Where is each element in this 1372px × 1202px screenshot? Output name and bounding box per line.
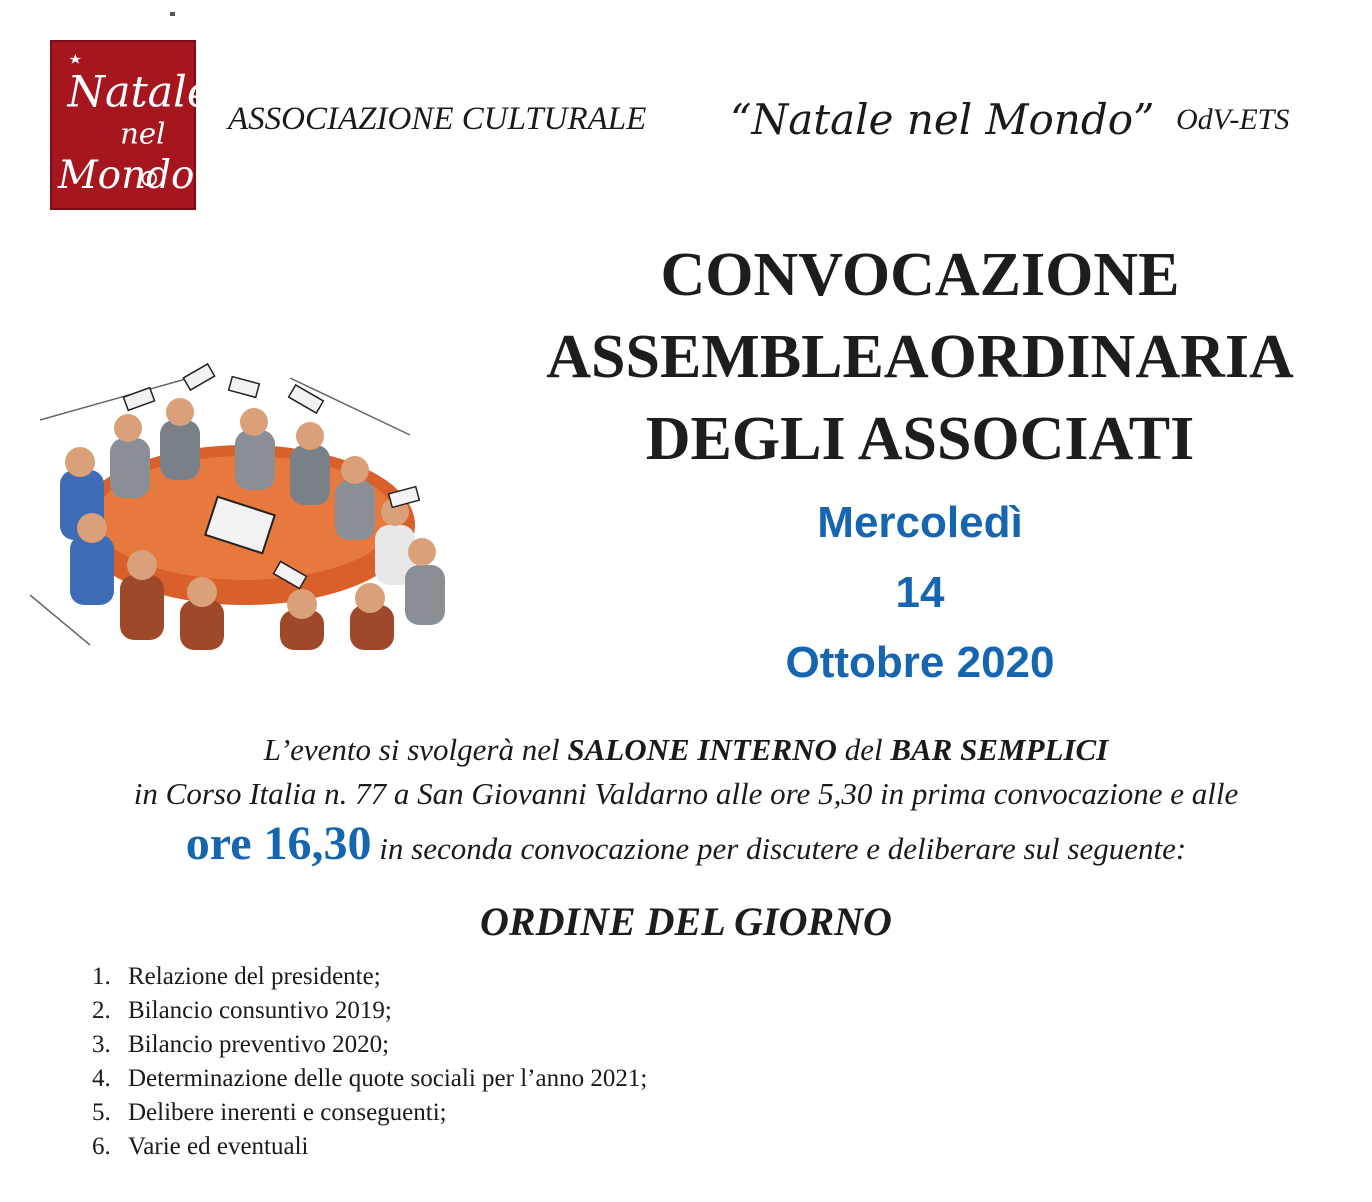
association-suffix: OdV-ETS <box>1176 103 1290 136</box>
association-logo <box>50 40 213 210</box>
logo-text-nel: nel <box>120 116 166 151</box>
title-line-1: CONVOCAZIONE <box>660 241 1180 309</box>
item-number: 5. <box>92 1099 111 1126</box>
item-number: 6. <box>92 1133 111 1160</box>
event-line-1 <box>0 728 1372 772</box>
item-text: Delibere inerenti e conseguenti; <box>128 1099 447 1126</box>
item-text: Determinazione delle quote sociali per l’anno 2021; <box>128 1065 648 1092</box>
item-text: Relazione del presidente; <box>128 963 381 990</box>
logo-graphic <box>52 42 213 208</box>
association-label: ASSOCIAZIONE CULTURALE <box>228 101 647 137</box>
agenda-title: ORDINE DEL GIORNO <box>480 899 892 944</box>
scan-mark <box>170 12 175 16</box>
list-item <box>92 994 647 1028</box>
item-number: 3. <box>92 1031 111 1058</box>
association-header <box>228 95 1338 145</box>
date-month-year: Ottobre 2020 <box>785 638 1055 687</box>
item-number: 4. <box>92 1065 111 1092</box>
list-item <box>92 1062 647 1096</box>
event-line-2: in Corso Italia n. 77 a San Giovanni Valdarno alle ore 5,30 in prima convocazione e alle <box>133 776 1239 811</box>
item-number: 1. <box>92 963 111 990</box>
item-text: Bilancio consuntivo 2019; <box>128 997 392 1024</box>
association-name: “Natale nel Mondo” <box>730 95 1155 144</box>
event-intro: L’evento si svolgerà nel <box>263 732 568 767</box>
event-line-3-text: in seconda convocazione per discutere e deliberare sul seguente: <box>371 831 1187 866</box>
star-icon <box>70 54 82 64</box>
second-call-time: ore 16,30 <box>185 817 372 870</box>
list-item <box>92 1130 647 1164</box>
item-number: 2. <box>92 997 111 1024</box>
item-text: Varie ed eventuali <box>128 1133 309 1160</box>
event-line-3 <box>0 817 1372 871</box>
list-item <box>92 1096 647 1130</box>
title-line-3: DEGLI ASSOCIATI <box>645 405 1195 473</box>
event-connector: del <box>836 732 891 767</box>
logo-text-mondo: Mondo <box>57 153 195 199</box>
date-weekday: Mercoledì <box>817 498 1023 547</box>
meeting-date <box>640 488 1200 698</box>
date-day: 14 <box>895 568 945 617</box>
event-details <box>0 728 1372 871</box>
venue-name: BAR SEMPLICI <box>890 732 1109 767</box>
agenda-list <box>92 960 647 1164</box>
page-title <box>500 234 1340 480</box>
title-line-2: ASSEMBLEAORDINARIA <box>546 323 1294 391</box>
meeting-illustration <box>30 350 450 650</box>
list-item <box>92 960 647 994</box>
list-item <box>92 1028 647 1062</box>
venue-room: SALONE INTERNO <box>567 732 837 767</box>
item-text: Bilancio preventivo 2020; <box>128 1031 390 1058</box>
logo-text-natale: Natale <box>67 67 213 118</box>
